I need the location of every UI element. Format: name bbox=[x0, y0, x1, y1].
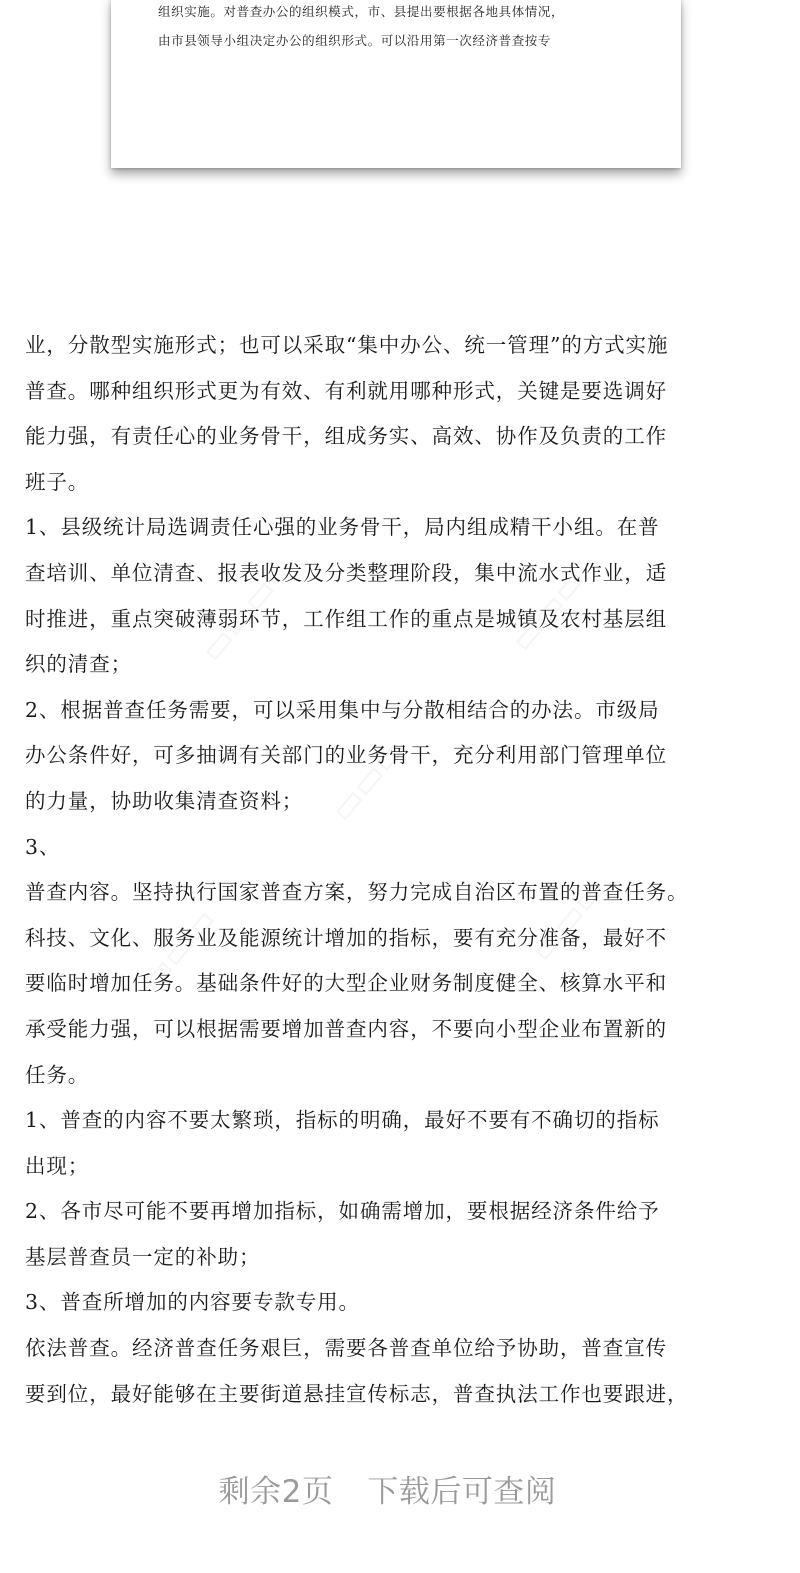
body-line: 2、根据普查任务需要，可以采用集中与分散相结合的办法。市级局 bbox=[25, 697, 660, 722]
remaining-pages-label: 剩余2页 bbox=[218, 1474, 334, 1510]
card-text-line: 由市县领导小组决定办公的组织形式。可以沿用第一次经济普查按专 bbox=[158, 33, 552, 48]
body-line: 承受能力强，可以根据需要增加普查内容，不要向小型企业布置新的 bbox=[25, 1016, 667, 1041]
body-line: 办公条件好，可多抽调有关部门的业务骨干，充分利用部门管理单位 bbox=[25, 743, 667, 768]
card-text-line: 组织实施。对普查办公的组织模式，市、县提出要根据各地具体情况， bbox=[158, 4, 565, 19]
body-line: 1、普查的内容不要太繁琐，指标的明确，最好不要有不确切的指标 bbox=[25, 1108, 660, 1133]
body-line: 普查内容。坚持执行国家普查方案，努力完成自治区布置的普查任务。 bbox=[25, 880, 689, 905]
body-line: 依法普查。经济普查任务艰巨，需要各普查单位给予协助，普查宣传 bbox=[25, 1336, 667, 1361]
body-line: 的力量，协助收集清查资料； bbox=[25, 788, 304, 813]
body-line: 3、普查所增加的内容要专款专用。 bbox=[25, 1290, 360, 1315]
body-line: 科技、文化、服务业及能源统计增加的指标，要有充分准备，最好不 bbox=[25, 925, 667, 950]
watermark-graphic: ▭▭▭ bbox=[321, 730, 415, 830]
watermark-graphic: ▭▭▭ bbox=[191, 570, 285, 670]
body-line: 2、各市尽可能不要再增加指标，如确需增加，要根据经济条件给予 bbox=[25, 1199, 660, 1224]
body-line: 要到位，最好能够在主要街道悬挂宣传标志，普查执法工作也要跟进， bbox=[25, 1381, 689, 1406]
body-line: 3、 bbox=[25, 834, 61, 859]
body-line: 查培训、单位清查、报表收发及分类整理阶段，集中流水式作业，适 bbox=[25, 560, 667, 585]
body-line: 出现； bbox=[25, 1153, 90, 1178]
body-line: 1、县级统计局选调责任心强的业务骨干，局内组成精干小组。在普 bbox=[25, 515, 660, 540]
body-line: 任务。 bbox=[25, 1062, 90, 1087]
body-line: 要临时增加任务。基础条件好的大型企业财务制度健全、核算水平和 bbox=[25, 971, 667, 996]
body-line: 普查。哪种组织形式更为有效、有利就用哪种形式，关键是要选调好 bbox=[25, 378, 667, 403]
body-line: 时推进，重点突破薄弱环节，工作组工作的重点是城镇及农村基层组 bbox=[25, 606, 667, 631]
body-line: 能力强，有责任心的业务骨干，组成务实、高效、协作及负责的工作 bbox=[25, 424, 667, 449]
body-line: 业，分散型实施形式；也可以采取“集中办公、统一管理”的方式实施 bbox=[25, 333, 669, 357]
remaining-pages-notice[interactable] bbox=[0, 1466, 775, 1511]
body-line: 基层普查员一定的补助； bbox=[25, 1244, 261, 1269]
body-line: 织的清查； bbox=[25, 652, 132, 677]
watermark-graphic: ▭▭▭ bbox=[501, 560, 595, 660]
download-to-view-label: 下载后可查阅 bbox=[367, 1474, 557, 1510]
body-line: 班子。 bbox=[25, 469, 90, 494]
preview-page-card bbox=[111, 0, 681, 168]
watermark-graphic: ▭▭▭ bbox=[131, 900, 225, 1000]
watermark-graphic: ▭▭▭ bbox=[521, 870, 615, 970]
document-body bbox=[25, 323, 790, 1417]
